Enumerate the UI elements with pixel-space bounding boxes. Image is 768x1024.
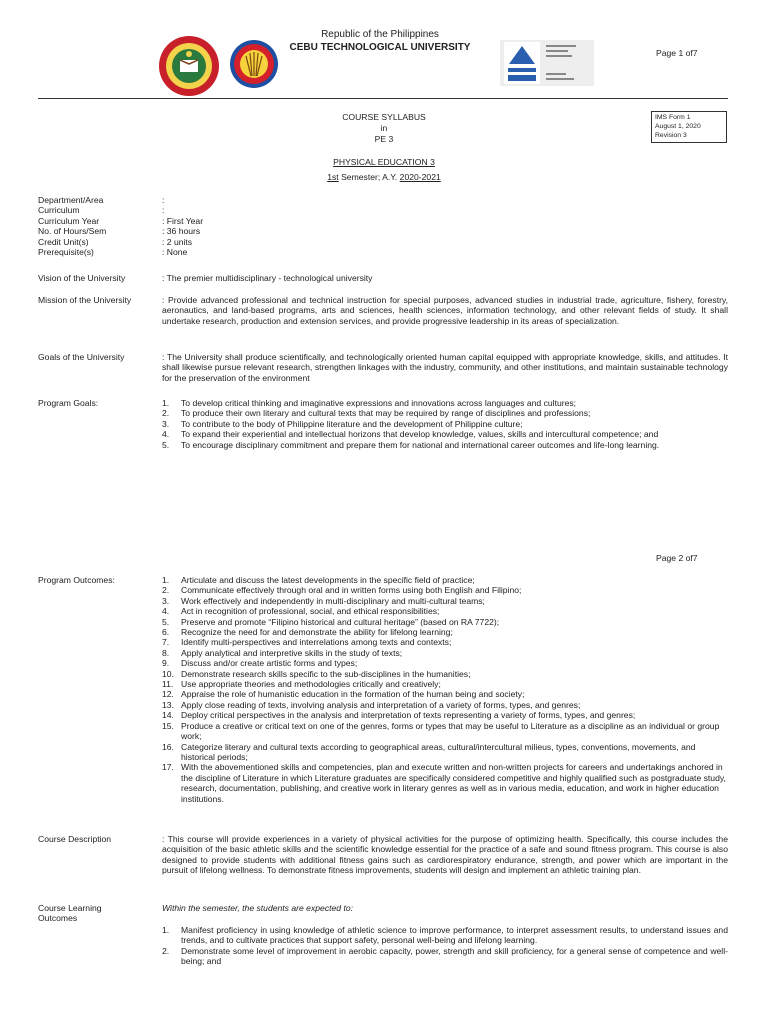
program-outcome-item: 11. Use appropriate theories and methodologies critically and creatively; [162, 679, 441, 690]
semester-ordinal: 1st [327, 172, 339, 182]
clo-item: 1. Manifest proficiency in using knowledge of athletic science to improve performance, to interpret assessment results, to understand issues and trends, and to cultivate practices that support safety, personal well-being and lifelong learning. [162, 925, 728, 946]
university-name: CEBU TECHNOLOGICAL UNIVERSITY [289, 42, 471, 53]
info-label: Curriculum Year [38, 215, 100, 226]
program-outcome-item: 8. Apply analytical and interpretive skills in the study of texts; [162, 647, 403, 658]
program-goals-list [162, 398, 728, 450]
info-labels [38, 195, 160, 257]
program-outcome-item: 1. Articulate and discuss the latest developments in the specific field of practice; [162, 575, 475, 585]
program-goal-item: 4. To expand their experiential and intellectual horizons that develop knowledge, values, skills and intercultural competence; and [162, 429, 659, 440]
course-description-label: Course Description [38, 834, 112, 844]
ims-form-box [651, 111, 727, 143]
program-outcome-item: 12. Appraise the role of humanistic education in the formation of the human being and society; [162, 689, 525, 700]
course-description-text: : This course will provide experiences in a variety of physical activities for the purpose of optimizing health. Specifically, this course includes the acquisition of the basic athletic skills and the scientific knowledge essential for the practice of a safe and sound fitness program. This course is also designed to provide students with additional fitness gains such as cardiorespiratory endurance, strength, and power which are important in the pursuit of lifelong wellness. To demonstrate fitness improvements, students will design and implement an athletic training plan. [162, 834, 728, 876]
info-label: Curriculum [38, 205, 80, 216]
vision-text: : The premier multidisciplinary - technological university [162, 273, 373, 283]
semester-line [234, 172, 534, 182]
clo-label [38, 903, 160, 924]
ims-date-line: August 1, 2020 [655, 123, 701, 130]
program-outcome-item: 15. Produce a creative or critical text on one of the genres, forms or types that may be useful to Literature as a discipline as an individual or group work; [162, 720, 720, 742]
program-outcome-item: 14. Deploy critical perspectives in the analysis and interpretation of texts representing a variety of forms, types, and genres; [162, 710, 636, 721]
program-outcome-item: 3. Work effectively and independently in multi-disciplinary and multi-cultural teams; [162, 595, 485, 606]
info-label: Prerequisite(s) [38, 247, 94, 258]
program-outcome-item: 7. Identify multi-perspectives and interrelations among texts and contexts; [162, 637, 452, 648]
clo-intro: Within the semester, the students are expected to: [162, 903, 354, 913]
mission-label: Mission of the University [38, 295, 132, 305]
page-number-1: Page 1 of7 [656, 48, 698, 58]
program-outcome-item: 10. Demonstrate research skills specific to the sub-disciplines in the humanities; [162, 668, 471, 679]
program-outcome-item: 2. Communicate effectively through oral and in written forms using both English and Filipino; [162, 585, 522, 596]
page-number-2: Page 2 of7 [656, 553, 698, 563]
republic-label: Republic of the Philippines [321, 29, 439, 40]
clo-list [162, 925, 728, 967]
program-goal-item: 2. To produce their own literary and cultural texts that may be required by range of disciplines and professions; [162, 408, 591, 419]
program-outcome-item: 16. Categorize literary and cultural texts according to geographical areas, cultural/intercultural milieus, types, conventions, movements, and historical periods; [162, 741, 696, 762]
course-name-text: PHYSICAL EDUCATION 3 [333, 157, 435, 167]
clo-label-line: Course Learning [38, 903, 102, 913]
academic-year: 2020-2021 [399, 172, 441, 182]
syllabus-title-in: in [380, 123, 388, 133]
program-outcomes-list [162, 575, 728, 804]
info-value: : [162, 195, 165, 205]
goals-label: Goals of the University [38, 352, 125, 362]
info-label: Credit Unit(s) [38, 236, 89, 247]
info-value: : [162, 205, 165, 216]
university-seal-logo [158, 35, 220, 97]
info-values [162, 195, 728, 257]
header-divider [38, 98, 728, 99]
ims-revision-line: Revision 3 [655, 132, 687, 139]
semester-text: Semester; A.Y. [338, 172, 400, 182]
program-outcome-item: 17. With the abovementioned skills and competencies, plan and execute written and non-written projects for careers and undertakings anchored in the discipline of Literature in which Literature graduates are specifically considered competitive and highly qualified such as postgraduate study, research, documentation, publishing, and creative work in literary genres as well as in various media, education, and work in higher education institutions. [162, 762, 726, 804]
mission-text: : Provide advanced professional and technical instruction for special purposes, advanced studies in industrial trade, agriculture, fishery, forestry, aeronautics, and land-based programs, arts and sciences, health sciences, information technology, and other relevant fields of study. It shall undertake research, production and extension services, and provide progressive leadership in its areas of specialization. [162, 295, 728, 326]
program-outcome-item: 6. Recognize the need for and demonstrate the ability for lifelong learning; [162, 627, 453, 638]
clo-item: 2. Demonstrate some level of improvement in aerobic capacity, power, strength and skill proficiency, for a general sense of competence and well-being; and [162, 945, 728, 967]
program-goals-label: Program Goals: [38, 398, 99, 408]
program-goal-item: 3. To contribute to the body of Philippine literature and the development of Philippine culture; [162, 418, 523, 429]
course-name [234, 157, 534, 167]
tuv-certification-badge [500, 40, 594, 86]
program-goal-item: 5. To encourage disciplinary commitment and prepare them for national and international career outcomes and life-long learning. [162, 439, 660, 450]
info-value: : 36 hours [162, 226, 201, 237]
program-outcome-item: 5. Preserve and promote “Filipino historical and cultural heritage” (based on RA 7722); [162, 616, 500, 627]
asean-logo [229, 39, 279, 89]
program-goal-item: 1. To develop critical thinking and imaginative expressions and innovations across languages and cultures; [162, 398, 577, 408]
program-outcome-item: 9. Discuss and/or create artistic forms and types; [162, 658, 358, 669]
info-value: : None [162, 247, 188, 258]
tuv-certified-icon [500, 40, 594, 86]
program-outcomes-label: Program Outcomes: [38, 575, 115, 585]
info-value: : First Year [162, 215, 204, 226]
info-value: : 2 units [162, 236, 193, 247]
info-label: No. of Hours/Sem [38, 226, 107, 237]
goals-text: : The University shall produce scientifically, and technologically oriented human capital equipped with appropriate knowledge, skills, and attitudes. It shall likewise pursue relevant research, strengthen linkages with the industry, community, and other institutions, and maintain sustainable technology for the preservation of the environment [162, 352, 728, 383]
info-label: Department/Area [38, 195, 104, 205]
vision-label: Vision of the University [38, 273, 126, 283]
clo-label-line: Outcomes [38, 913, 78, 924]
course-code: PE 3 [374, 134, 394, 144]
ims-form-line: IMS Form 1 [655, 114, 691, 121]
program-outcome-item: 13. Apply close reading of texts, involving analysis and interpretation of a variety of forms, types, and genres; [162, 699, 581, 710]
syllabus-title: COURSE SYLLABUS [342, 112, 426, 122]
program-outcome-item: 4. Act in recognition of professional, social, and ethical responsibilities; [162, 606, 440, 617]
